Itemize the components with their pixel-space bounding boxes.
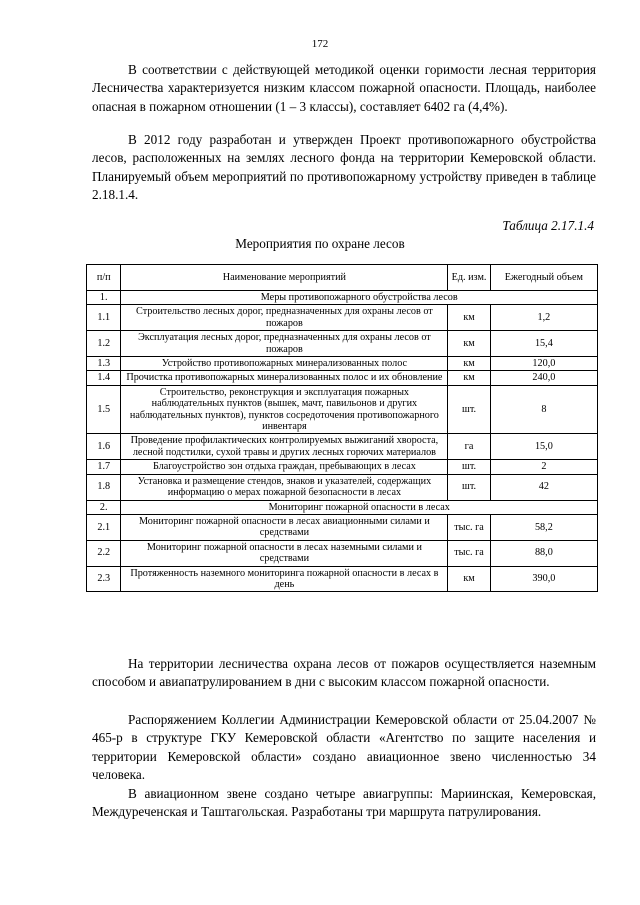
- row-volume: 120,0: [490, 357, 597, 371]
- row-name: Благоустройство зон отдыха граждан, пребывающих в лесах: [121, 460, 448, 474]
- header-name: Наименование мероприятий: [121, 265, 448, 291]
- row-volume: 2: [490, 460, 597, 474]
- header-num: п/п: [87, 265, 121, 291]
- row-unit: шт.: [448, 460, 490, 474]
- row-volume: 8: [490, 385, 597, 434]
- table-row: [87, 474, 598, 500]
- table-row: [87, 514, 598, 540]
- row-name: Протяженность наземного мониторинга пожарной опасности в лесах в день: [121, 566, 448, 592]
- paragraph-fire-protection-method: На территории лесничества охрана лесов от пожаров осуществляется наземным способом и авиапатрулированием в дни с высоким классом пожарной опасности.: [92, 656, 596, 690]
- row-num: 1.4: [87, 371, 121, 385]
- header-volume: Ежегодный объем: [490, 265, 597, 291]
- paragraph-fire-project: В 2012 году разработан и утвержден Проект противопожарного обустройства лесов, расположенных на землях лесного фонда на территории Кемеровской области. Планируемый объем мероприятий по противопожарному устройству приведен в таблице 2.18.1.4.: [92, 132, 596, 203]
- page-number: 172: [311, 38, 329, 50]
- section-row: [87, 291, 598, 305]
- table-row: [87, 460, 598, 474]
- row-unit: га: [448, 434, 490, 460]
- row-num: 2.1: [87, 514, 121, 540]
- table-title: Мероприятия по охране лесов: [235, 236, 405, 251]
- row-volume: 58,2: [490, 514, 597, 540]
- row-name: Строительство лесных дорог, предназначенных для охраны лесов от пожаров: [121, 305, 448, 331]
- row-name: Устройство противопожарных минерализованных полос: [121, 357, 448, 371]
- measures-table: [86, 264, 598, 592]
- section-num: 1.: [87, 291, 121, 305]
- table-header-row: [87, 265, 598, 291]
- table-row: [87, 371, 598, 385]
- row-num: 1.2: [87, 331, 121, 357]
- row-name: Эксплуатация лесных дорог, предназначенных для охраны лесов от пожаров: [121, 331, 448, 357]
- paragraph-aviation-groups: В авиационном звене создано четыре авиагруппы: Мариинская, Кемеровская, Междуреченская и Таштагольская. Разработаны три маршрута патрулирования.: [92, 786, 596, 820]
- row-unit: км: [448, 305, 490, 331]
- row-num: 1.7: [87, 460, 121, 474]
- section-title: Меры противопожарного обустройства лесов: [121, 291, 598, 305]
- row-num: 2.3: [87, 566, 121, 592]
- section-num: 2.: [87, 500, 121, 514]
- row-num: 1.3: [87, 357, 121, 371]
- table-row: [87, 385, 598, 434]
- row-volume: 42: [490, 474, 597, 500]
- row-unit: км: [448, 357, 490, 371]
- table-row: [87, 434, 598, 460]
- paragraph-fire-risk: В соответствии с действующей методикой оценки горимости лесная территория Лесничества характеризуется низким классом пожарной опасности. Площадь, наиболее опасная в пожарном отношении (1 – 3 классы), составляет 6402 га (4,4%).: [92, 62, 596, 114]
- row-num: 1.1: [87, 305, 121, 331]
- row-unit: км: [448, 566, 490, 592]
- row-unit: км: [448, 371, 490, 385]
- table-row: [87, 331, 598, 357]
- row-volume: 390,0: [490, 566, 597, 592]
- row-num: 1.5: [87, 385, 121, 434]
- row-name: Мониторинг пожарной опасности в лесах наземными силами и средствами: [121, 540, 448, 566]
- row-volume: 15,0: [490, 434, 597, 460]
- paragraph-aviation-unit: Распоряжением Коллегии Администрации Кемеровской области от 25.04.2007 № 465-р в структуре ГКУ Кемеровской области «Агентство по защите населения и территории Кемеровской области» создано авиационное звено численностью 34 человека.: [92, 712, 596, 783]
- table-row: [87, 540, 598, 566]
- row-num: 1.6: [87, 434, 121, 460]
- row-volume: 15,4: [490, 331, 597, 357]
- row-name: Мониторинг пожарной опасности в лесах авиационными силами и средствами: [121, 514, 448, 540]
- row-name: Прочистка противопожарных минерализованных полос и их обновление: [121, 371, 448, 385]
- row-num: 2.2: [87, 540, 121, 566]
- row-name: Строительство, реконструкция и эксплуатация пожарных наблюдательных пунктов (вышек, мачт, павильонов и других наблюдательных пунктов), пунктов сосредоточения противопожарного инвентаря: [121, 385, 448, 434]
- row-unit: шт.: [448, 474, 490, 500]
- row-volume: 88,0: [490, 540, 597, 566]
- table-label: Таблица 2.17.1.4: [502, 218, 594, 233]
- table-row: [87, 305, 598, 331]
- row-unit: тыс. га: [448, 540, 490, 566]
- section-title: Мониторинг пожарной опасности в лесах: [121, 500, 598, 514]
- row-num: 1.8: [87, 474, 121, 500]
- row-unit: тыс. га: [448, 514, 490, 540]
- table-row: [87, 566, 598, 592]
- row-volume: 240,0: [490, 371, 597, 385]
- section-row: [87, 500, 598, 514]
- row-unit: шт.: [448, 385, 490, 434]
- header-unit: Ед. изм.: [448, 265, 490, 291]
- row-volume: 1,2: [490, 305, 597, 331]
- row-name: Проведение профилактических контролируемых выжиганий хвороста, лесной подстилки, сухой травы и других лесных горючих материалов: [121, 434, 448, 460]
- row-name: Установка и размещение стендов, знаков и указателей, содержащих информацию о мерах пожарной безопасности в лесах: [121, 474, 448, 500]
- table-row: [87, 357, 598, 371]
- row-unit: км: [448, 331, 490, 357]
